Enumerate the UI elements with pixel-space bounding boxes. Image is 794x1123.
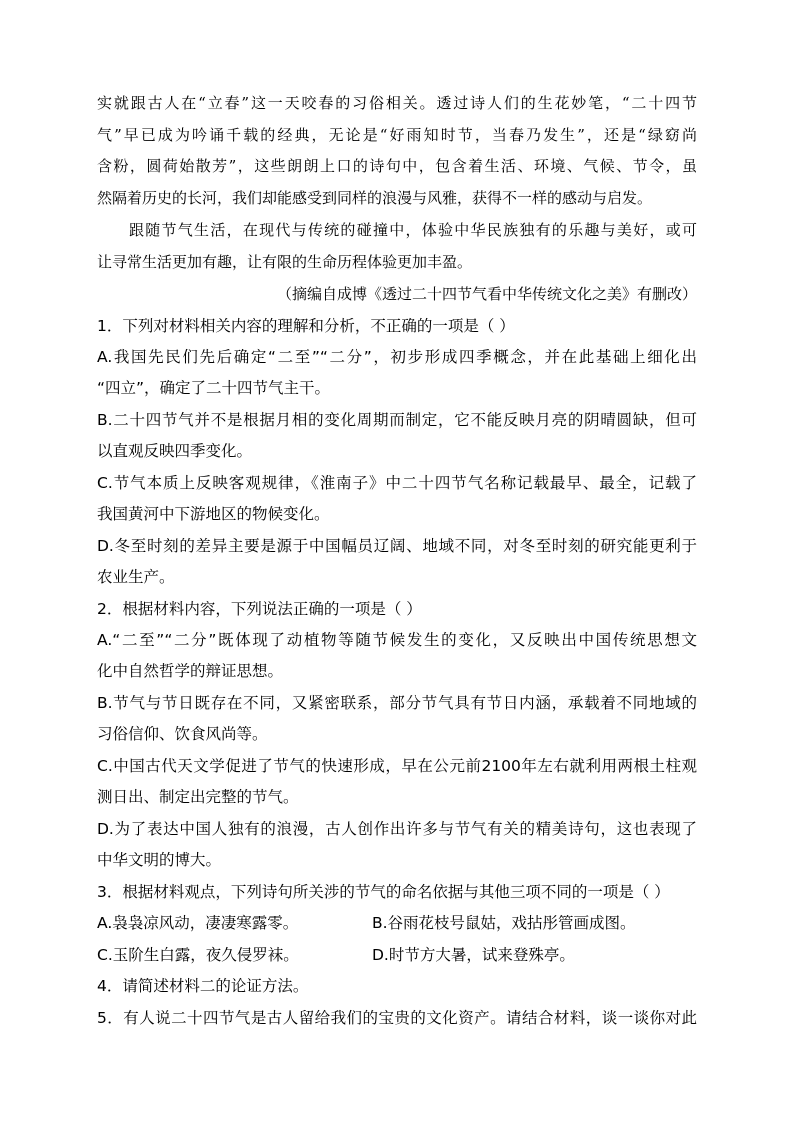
- question-2-option-b-line1: B.节气与节日既存在不同，又紧密联系，部分节气具有节日内涵，承载着不同地域的: [97, 694, 697, 712]
- question-2-option-a-line2: 化中自然哲学的辩证思想。: [97, 662, 284, 680]
- question-4-stem: 4．请简述材料二的论证方法。: [97, 977, 309, 995]
- question-3-option-b: B.谷雨花枝号鼠姑，戏拈彤管画成图。: [372, 914, 636, 932]
- question-3-option-d: D.时节方大暑，试来登殊亭。: [372, 946, 575, 964]
- passage-line-6: 让寻常生活更加有趣，让有限的生命历程体验更加丰盈。: [97, 253, 473, 271]
- question-1-option-c-line1: C.节气本质上反映客观规律，《淮南子》中二十四节气名称记载最早、最全，记载了: [97, 474, 697, 492]
- question-2-option-d-line2: 中华文明的博大。: [97, 851, 222, 869]
- question-1-option-b-line1: B.二十四节气并不是根据月相的变化周期而制定，它不能反映月亮的阴晴圆缺，但可: [97, 411, 697, 429]
- passage-line-4: 然隔着历史的长河，我们却能感受到同样的浪漫与风雅，获得不一样的感动与启发。: [97, 189, 653, 207]
- question-2-option-c-line1: C.中国古代天文学促进了节气的快速形成，早在公元前2100年左右就利用两根土柱观: [97, 757, 697, 775]
- question-2-option-b-line2: 习俗信仰、饮食风尚等。: [97, 725, 268, 743]
- passage-line-1: 实就跟古人在“立春”这一天咬春的习俗相关。透过诗人们的生花妙笔，“二十四节: [97, 94, 697, 112]
- question-3-option-a: A.袅袅凉风动，凄凄寒露零。: [97, 914, 299, 932]
- question-3-option-c: C.玉阶生白露，夜久侵罗袜。: [97, 946, 299, 964]
- question-1-option-b-line2: 以直观反映四季变化。: [97, 442, 253, 460]
- question-2-stem: 2．根据材料内容，下列说法正确的一项是（ ）: [97, 600, 422, 618]
- question-3-stem: 3．根据材料观点，下列诗句所关涉的节气的命名依据与其他三项不同的一项是（ ）: [97, 883, 670, 901]
- question-2-option-a-line1: A.“二至”“二分”既体现了动植物等随节候发生的变化，又反映出中国传统思想文: [97, 631, 697, 649]
- question-1-option-a-line1: A.我国先民们先后确定“二至”“二分”，初步形成四季概念，并在此基础上细化出: [97, 348, 697, 366]
- passage-line-5: 跟随节气生活，在现代与传统的碰撞中，体验中华民族独有的乐趣与美好，或可: [129, 221, 697, 239]
- passage-source: （摘编自成博《透过二十四节气看中华传统文化之美》有删改）: [276, 285, 697, 303]
- question-1-option-d-line1: D.冬至时刻的差异主要是源于中国幅员辽阔、地域不同，对冬至时刻的研究能更利于: [97, 537, 697, 555]
- passage-line-2: 气”早已成为吟诵千载的经典，无论是“好雨知时节，当春乃发生”，还是“绿窈尚: [97, 126, 697, 144]
- question-1-stem: 1．下列对材料相关内容的理解和分析，不正确的一项是（ ）: [97, 317, 515, 335]
- question-1-option-d-line2: 农业生产。: [97, 568, 175, 586]
- question-1-option-a-line2: “四立”，确定了二十四节气主干。: [97, 379, 331, 397]
- question-2-option-c-line2: 测日出、制定出完整的节气。: [97, 788, 299, 806]
- passage-line-3: 含粉，圆荷始散芳”，这些朗朗上口的诗句中，包含着生活、环境、气候、节令，虽: [97, 157, 697, 175]
- question-2-option-d-line1: D.为了表达中国人独有的浪漫，古人创作出许多与节气有关的精美诗句，这也表现了: [97, 820, 697, 838]
- question-5-stem: 5．有人说二十四节气是古人留给我们的宝贵的文化资产。请结合材料，谈一谈你对此: [97, 1009, 697, 1027]
- question-1-option-c-line2: 我国黄河中下游地区的物候变化。: [97, 505, 330, 523]
